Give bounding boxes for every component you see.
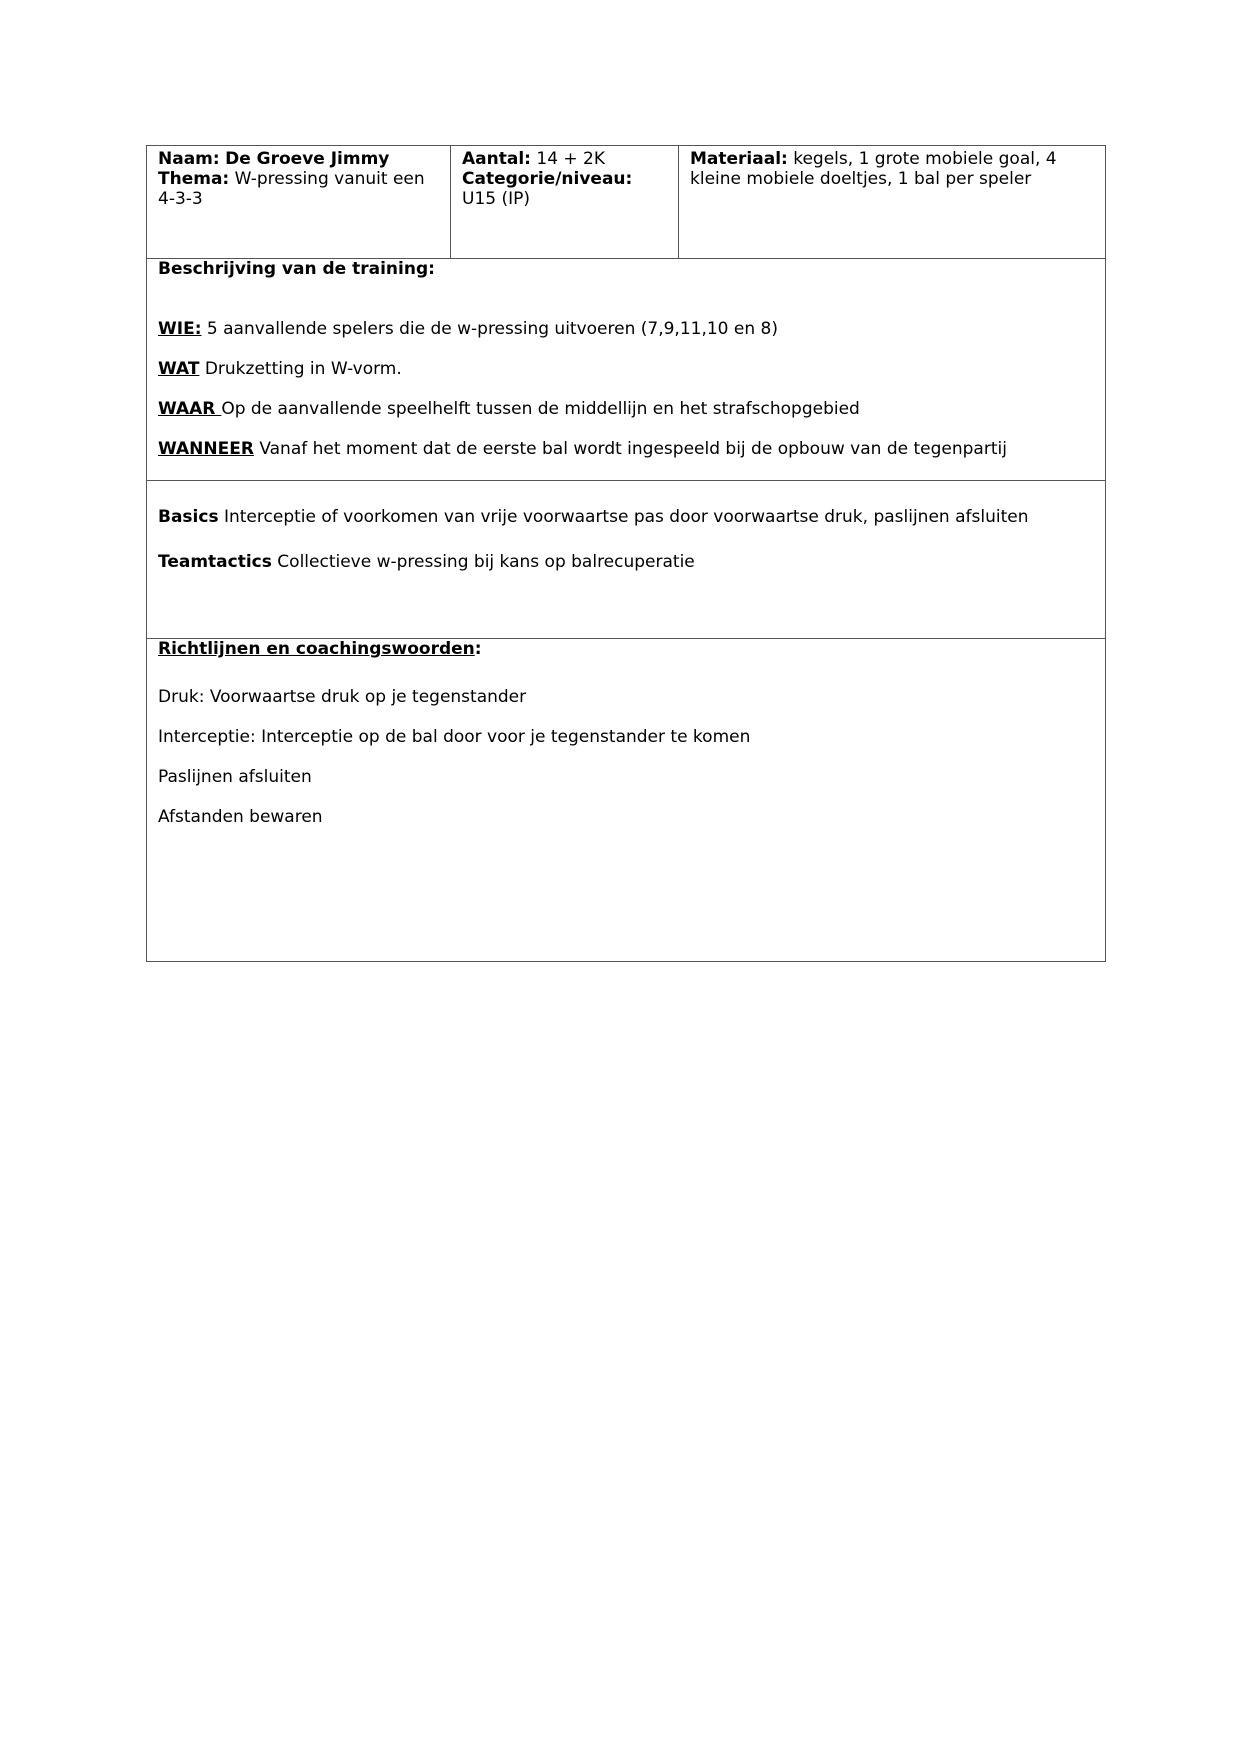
training-form-table (146, 145, 1106, 962)
guidelines-title-line (158, 639, 1094, 659)
wie-label: WIE: (158, 319, 202, 339)
wanneer-label: WANNEER (158, 439, 254, 459)
materiaal-value: kegels, 1 grote mobiele goal, 4 kleine mobiele doeltjes, 1 bal per speler (690, 149, 1057, 189)
aantal-label: Aantal: (462, 149, 531, 169)
guideline-item: Druk: Voorwaartse druk op je tegenstander (158, 687, 527, 707)
guideline-item: Afstanden bewaren (158, 807, 323, 827)
teamtactics-label: Teamtactics (158, 552, 272, 572)
guideline-item: Paslijnen afsluiten (158, 767, 312, 787)
naam-label: Naam: (158, 149, 220, 169)
naam-value: De Groeve Jimmy (225, 149, 390, 169)
teamtactics-text: Collectieve w-pressing bij kans op balrecuperatie (271, 552, 695, 572)
categorie-label: Categorie/niveau: (462, 169, 633, 189)
thema-value: W-pressing vanuit een 4-3-3 (158, 169, 425, 209)
wanneer-text: Vanaf het moment dat de eerste bal wordt ingespeeld bij de opbouw van de tegenpartij (253, 439, 1007, 459)
basics-text: Interceptie of voorkomen van vrije voorwaartse pas door voorwaartse druk, paslijnen afsluiten (218, 507, 1029, 527)
waar-line (158, 399, 1094, 419)
categorie-value: U15 (IP) (462, 189, 531, 209)
basics-label: Basics (158, 507, 219, 527)
aantal-value: 14 + 2K (536, 149, 606, 169)
thema-label: Thema: (158, 169, 230, 189)
guideline-item: Interceptie: Interceptie op de bal door voor je tegenstander te komen (158, 727, 751, 747)
guidelines-section (147, 639, 1105, 961)
waar-label: WAAR (158, 399, 222, 419)
materiaal-label: Materiaal: (690, 149, 788, 169)
description-title: Beschrijving van de training: (158, 259, 435, 279)
guidelines-title-colon: : (474, 639, 482, 659)
teamtactics-line (158, 552, 1094, 572)
wie-line (158, 319, 1094, 339)
material-cell (679, 146, 1105, 258)
wat-text: Drukzetting in W-vorm. (199, 359, 402, 379)
count-category-cell (451, 146, 679, 258)
basics-section (147, 481, 1105, 639)
header-row (147, 146, 1105, 259)
guidelines-title: Richtlijnen en coachingswoorden (158, 639, 475, 659)
wat-label: WAT (158, 359, 200, 379)
waar-text: Op de aanvallende speelhelft tussen de middellijn en het strafschopgebied (221, 399, 860, 419)
wie-text: 5 aanvallende spelers die de w-pressing uitvoeren (7,9,11,10 en 8) (201, 319, 778, 339)
description-section (147, 259, 1105, 481)
wanneer-line (158, 439, 1094, 459)
wat-line (158, 359, 1094, 379)
basics-line (158, 507, 1094, 527)
name-theme-cell (147, 146, 451, 258)
